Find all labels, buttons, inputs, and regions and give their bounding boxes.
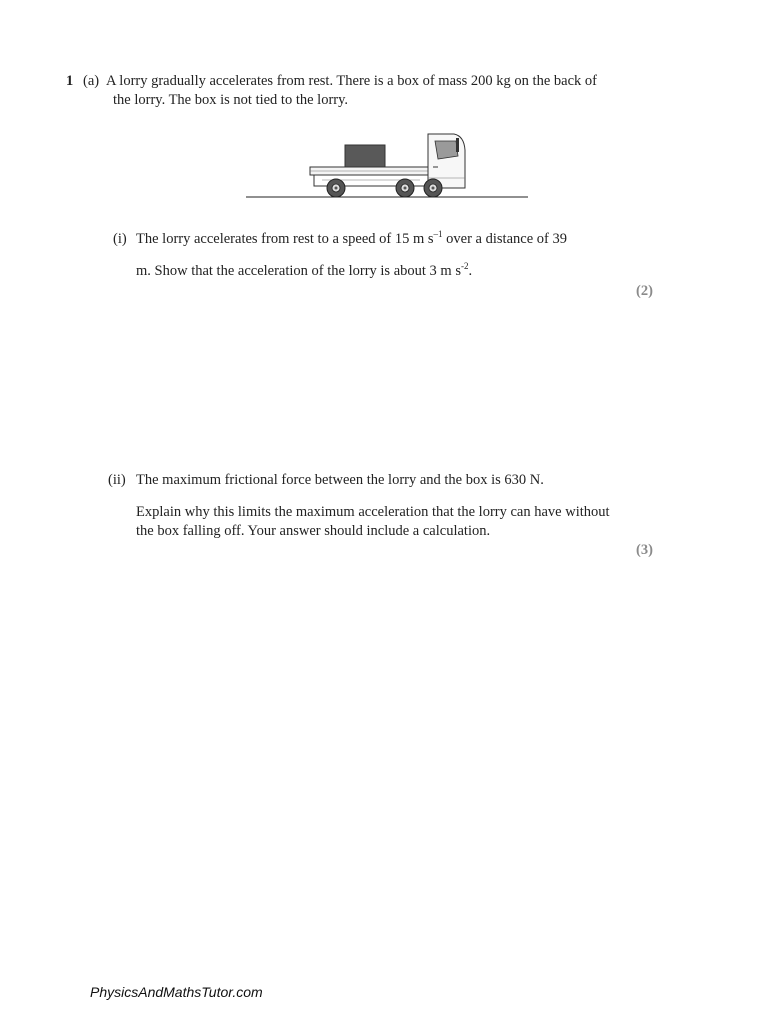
footer-source: PhysicsAndMathsTutor.com	[90, 984, 263, 1000]
part-ii-label: (ii)	[108, 472, 126, 488]
question-intro-line2: the lorry. The box is not tied to the lorry.	[113, 92, 349, 108]
part-ii-marks: (3)	[636, 542, 653, 558]
part-i-label: (i)	[113, 231, 127, 247]
part-ii-line2: Explain why this limits the maximum acceleration that the lorry can have without	[136, 504, 610, 520]
part-a-label: (a)	[83, 73, 100, 89]
part-i-line2: m. Show that the acceleration of the lorry is about 3 m $s^{-2}$.	[136, 261, 473, 279]
part-ii-line1: The maximum frictional force between the lorry and the box is 630 N.	[136, 472, 544, 488]
question-number: 1	[66, 73, 74, 89]
part-i-marks: (2)	[636, 283, 653, 299]
question-intro-line1: A lorry gradually accelerates from rest. There is a box of mass 200 kg on the back of	[106, 73, 597, 89]
part-ii-line3: the box falling off. Your answer should include a calculation.	[136, 523, 491, 539]
part-i-line1: The lorry accelerates from rest to a speed of 15 m $s^{-1}$ over a distance of 39	[136, 229, 567, 247]
lorry-with-box-icon	[244, 128, 530, 202]
